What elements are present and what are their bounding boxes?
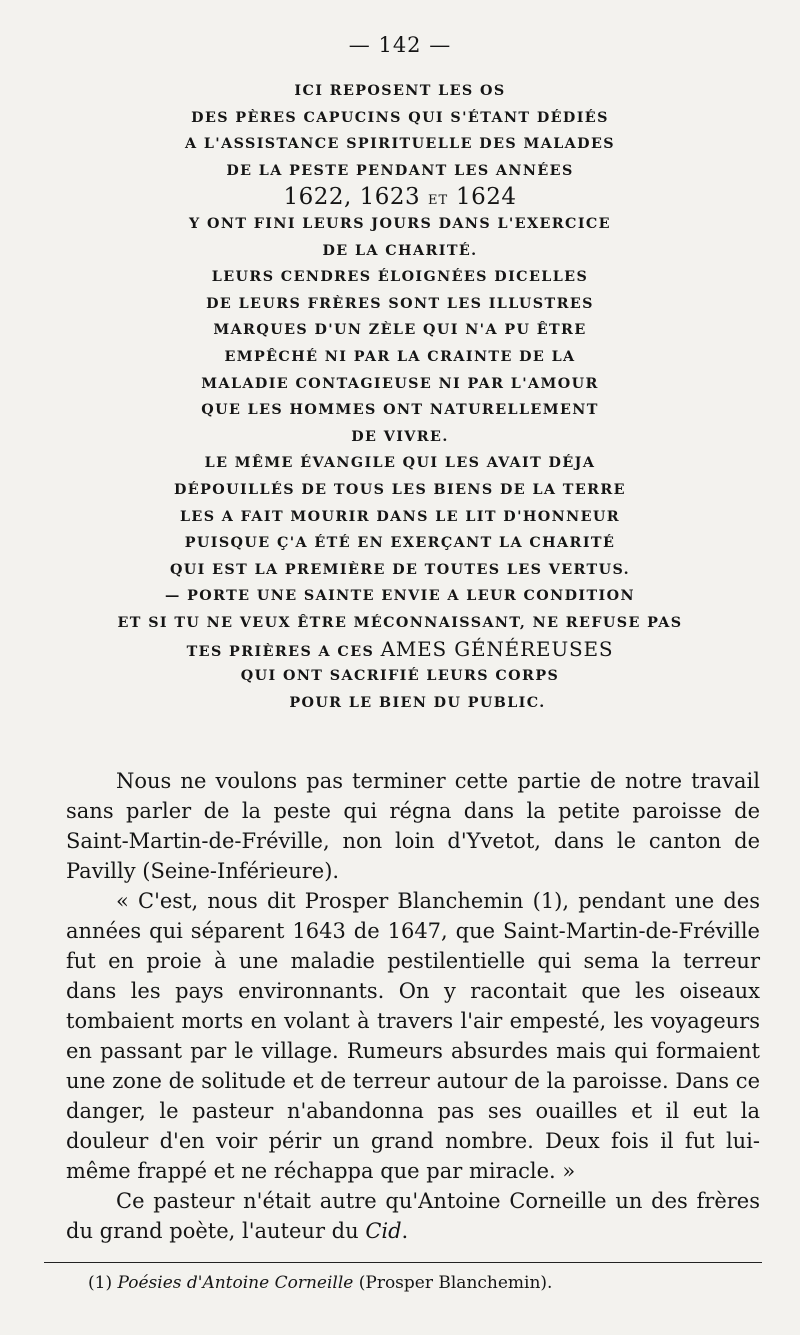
paragraph-text: Ce pasteur n'était autre qu'Antoine Corneille un des frères du grand poète, l'auteur du: [66, 1189, 760, 1243]
paragraph: « C'est, nous dit Prosper Blanchemin (1), pendant une des années qui séparent 1643 de 1647, que Saint-Martin-de-Fréville fut en proie à une maladie pestilentielle qui sema la terreur dans les pays environnants. On y racontait que les oiseaux tombaient morts en volant à travers l'air empesté, les voyageurs en passant par le village. Rumeurs absurdes mais qui formaient une zone de solitude et de terreur autour de la paroisse. Dans ce danger, le pasteur n'abandonna pas ses ouailles et il eut la douleur d'en voir périr un grand nombre. Deux fois il fut lui-même frappé et ne réchappa que par miracle. »: [66, 889, 760, 1183]
inscription-line: PUISQUE Ç'A ÉTÉ EN EXERÇANT LA CHARITÉ: [184, 535, 616, 552]
footnote-title: Poésies d'Antoine Corneille: [117, 1273, 354, 1293]
cid-title: Cid: [365, 1219, 402, 1243]
inscription-line: DÉPOUILLÉS DE TOUS LES BIENS DE LA TERRE: [174, 481, 626, 498]
inscription-line: DES PÈRES CAPUCINS QUI S'ÉTANT DÉDIÉS: [191, 109, 609, 126]
big-line-prefix: TES PRIÈRES A CES: [186, 644, 375, 661]
inscription-line: MARQUES D'UN ZÈLE QUI N'A PU ÊTRE: [213, 322, 587, 339]
inscription-line: MALADIE CONTAGIEUSE NI PAR L'AMOUR: [201, 375, 599, 392]
inscription-line: DE VIVRE.: [351, 428, 449, 445]
inscription-generous-souls-line: [60, 636, 740, 663]
years-text: 1622, 1623: [283, 184, 421, 211]
paragraph: Nous ne voulons pas terminer cette partie de notre travail sans parler de la peste qui régna dans la petite paroisse de Saint-Martin-de-Fréville, non loin d'Yvetot, dans le canton de Pavilly (Seine-Inférieure).: [66, 769, 760, 883]
inscription-line: QUI EST LA PREMIÈRE DE TOUTES LES VERTUS.: [169, 561, 631, 578]
big-line-caps: AMES GÉNÉREUSES: [380, 637, 614, 662]
footnote-author: (Prosper Blanchemin).: [358, 1273, 553, 1293]
inscription-line: EMPÊCHÉ NI PAR LA CRAINTE DE LA: [224, 348, 576, 365]
inscription-line: Y ONT FINI LEURS JOURS DANS L'EXERCICE: [189, 215, 611, 232]
inscription-line: DE LA PESTE PENDANT LES ANNÉES: [226, 162, 574, 179]
footnote: [88, 1273, 768, 1293]
footnote-marker: (1): [88, 1273, 113, 1293]
body-text: [66, 766, 760, 1246]
footnote-divider: [44, 1262, 762, 1263]
inscription-years-line: [60, 184, 740, 211]
years-last: 1624: [455, 184, 517, 211]
epitaph-inscription: [60, 78, 740, 716]
inscription-line: POUR LE BIEN DU PUBLIC.: [289, 694, 546, 711]
inscription-line: DE LA CHARITÉ.: [322, 242, 478, 259]
inscription-line: DE LEURS FRÈRES SONT LES ILLUSTRES: [206, 295, 594, 312]
inscription-line: ET SI TU NE VEUX ÊTRE MÉCONNAISSANT, NE REFUSE PAS: [117, 614, 683, 631]
years-et: ET: [427, 193, 449, 209]
paragraph-last: [66, 1186, 760, 1246]
page-number: — 142 —: [348, 33, 452, 57]
inscription-line: QUI ONT SACRIFIÉ LEURS CORPS: [240, 668, 560, 685]
inscription-line: — PORTE UNE SAINTE ENVIE A LEUR CONDITION: [165, 588, 635, 605]
inscription-line: LE MÊME ÉVANGILE QUI LES AVAIT DÉJA: [204, 455, 596, 472]
paragraph-end: .: [401, 1219, 409, 1243]
inscription-line: LES A FAIT MOURIR DANS LE LIT D'HONNEUR: [179, 508, 621, 525]
inscription-line: ICI REPOSENT LES OS: [294, 83, 506, 99]
inscription-line: A L'ASSISTANCE SPIRITUELLE DES MALADES: [184, 136, 615, 153]
inscription-line: LEURS CENDRES ÉLOIGNÉES DICELLES: [211, 269, 589, 286]
inscription-line: QUE LES HOMMES ONT NATURELLEMENT: [201, 402, 599, 419]
